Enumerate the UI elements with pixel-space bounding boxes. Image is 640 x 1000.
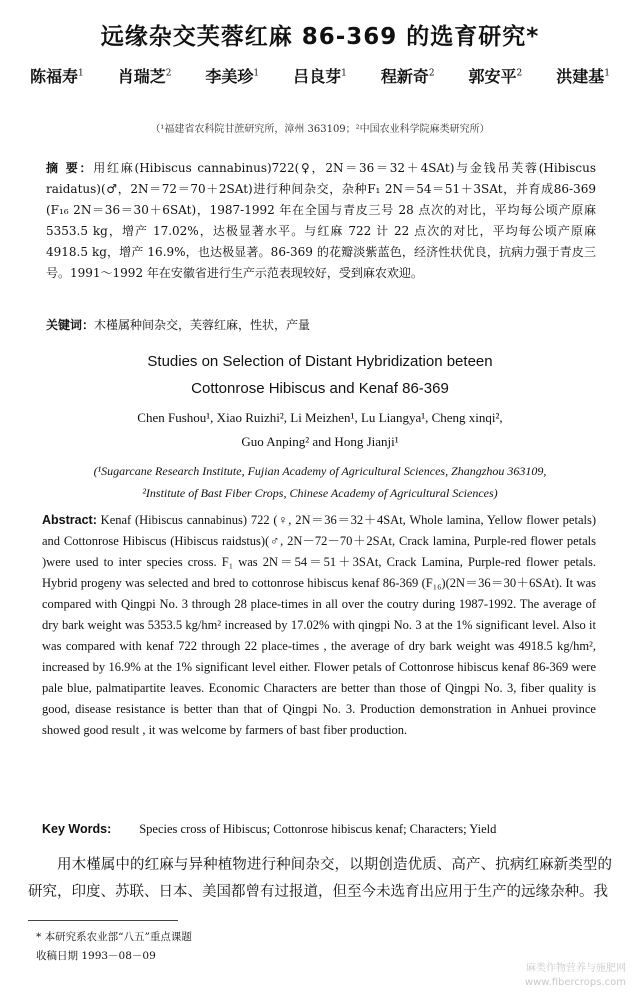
chinese-author: 洪建基$^1$: [556, 67, 610, 86]
chinese-abstract-label: 摘 要：: [46, 161, 94, 175]
english-abstract: [42, 510, 596, 741]
chinese-affiliation: （¹福建省农科院甘蔗研究所，漳州 363109；²中国农业科学院麻类研究所）: [150, 124, 490, 135]
footnote-divider: [28, 920, 178, 921]
chinese-title: 远缘杂交芙蓉红麻 86-369 的选育研究*: [100, 24, 540, 50]
body-paragraph: 用木槿属中的红麻与异种植物进行种间杂交，以期创造优质、高产、抗病红麻新类型的研究，印度、苏联、日本、美国都曾有过报道，但至今未选育出应用于生产的远缘杂种。我: [28, 857, 612, 900]
english-authors-line: Guo Anping² and Hong Jianji¹: [241, 434, 399, 449]
english-title: [0, 348, 640, 402]
watermark-site-name: 麻类作物营养与施肥网: [526, 963, 626, 974]
english-keywords-text: Species cross of Hibiscus; Cottonrose hibiscus kenaf; Characters; Yield: [139, 822, 497, 836]
site-watermark: [525, 962, 626, 990]
chinese-author: 肖瑞芝$^2$: [117, 67, 172, 86]
footnote: [36, 928, 192, 966]
chinese-author: 郭安平$^2$: [468, 67, 523, 86]
english-keywords: [42, 822, 596, 837]
english-affiliation-line: (¹Sugarcane Research Institute, Fujian Academy of Agricultural Sciences, Zhangzhou 363109,: [93, 464, 547, 478]
footnote-funding: * 本研究系农业部“八五”重点课题: [36, 931, 192, 943]
english-author-list: [0, 406, 640, 454]
chinese-author: 程新奇$^2$: [380, 67, 435, 86]
chinese-abstract-text: 用红麻(Hibiscus cannabinus)722(♀，2N＝36＝32＋4SAt)与金钱吊芙蓉(Hibiscus raidatus)(♂，2N＝72＝70＋2SAt)进行种间杂交，杂种F₁ 2N＝54＝51＋3SAt，并育成86-369 (F₁₆ 2N＝36＝30＋6SAt)，1987-1992 年在全国与青皮三号 28 点次的对比，平均每公顷产原麻 5353.5 kg，增产 17.02%，达极显著水平。与红麻 722 计 22 点次的对比，平均每公顷产原麻 4918.5 kg，增产 16.9%，也达极显著。86-369 的花瓣淡紫蓝色，经济性状优良，抗病力强于青皮三号。1991～1992 年在安徽省进行生产示范表现较好，受到麻农欢迎。: [46, 161, 596, 280]
english-abstract-text: Kenaf (Hibiscus cannabinus) 722 (♀, 2N＝36＝32＋4SAt, Whole lamina, Yellow flower petals) and Cottonrose Hibiscus (Hibiscus raidstus)(♂, 2N－72－70＋2SAt, Crack lamina, Purple-red flower petals )were used to inter species cross. F₁ was 2N＝54＝51＋3SAt, Crack Lamina, Purple-red flower petals. Hybrid progeny was selected and bred to cottonrose hibiscus kenaf 86-369 (F₁₆)(2N＝36＝30＋6SAt). It was compared with Qingpi No. 3 through 28 place-times in all over the coutry during 1987-1992. The average of dry bark weight was 5353.5 kg/hm² increased by 17.02% with qingpi No. 3 at the 1% significant level. Also it was compared with kenaf 722 through 22 place-times , the average of dry bark weight was 4918.5 kg/hm², increased by 16.9% at the 1% significant level either. Flower petals of Cottonrose hibiscus kenaf 86-369 were pale blue, palmatipartite leaves. Economic Characters are better than those of Qingpi No. 3, fiber quality is good, disease resistance is better than that of Qingpi No. 3. Production demonstration in Anhuei province showed good result , it was welcome by farmers of bast fiber production.: [42, 513, 596, 737]
chinese-keywords-text: 木槿属种间杂交，芙蓉红麻，性状，产量: [94, 318, 311, 332]
english-affiliation-line: ²Institute of Bast Fiber Crops, Chinese Academy of Agricultural Sciences): [142, 486, 498, 500]
english-abstract-label: Abstract:: [42, 513, 97, 527]
english-title-line: Cottonrose Hibiscus and Kenaf 86-369: [191, 380, 449, 397]
chinese-keywords-label: 关键词：: [46, 318, 95, 332]
english-affiliation: [0, 460, 640, 504]
chinese-author: 陈福寿$^1$: [30, 67, 84, 86]
chinese-author: 吕良芽$^1$: [293, 67, 347, 86]
watermark-url: www.fibercrops.com: [524, 977, 626, 988]
english-authors-line: Chen Fushou¹, Xiao Ruizhi², Li Meizhen¹, Lu Liangya¹, Cheng xinqi²,: [137, 410, 503, 425]
chinese-author-list: [30, 64, 610, 87]
english-title-line: Studies on Selection of Distant Hybridization beteen: [147, 353, 493, 370]
chinese-abstract: [46, 158, 596, 284]
english-keywords-label: Key Words:: [42, 822, 112, 836]
chinese-keywords: [46, 316, 596, 333]
chinese-author: 李美珍$^1$: [205, 67, 260, 86]
footnote-received-date: 收稿日期 1993－08－09: [36, 950, 156, 962]
